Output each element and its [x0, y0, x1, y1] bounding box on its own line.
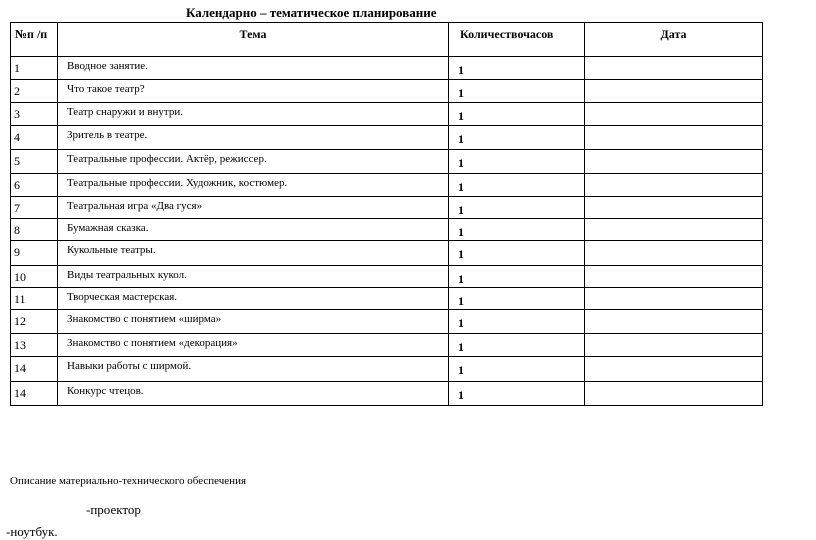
- row-topic: Кукольные театры.: [58, 241, 449, 266]
- row-num: 4: [11, 126, 58, 150]
- table-row: [11, 310, 763, 334]
- row-topic: Навыки работы с ширмой.: [58, 357, 449, 382]
- row-num: 6: [11, 174, 58, 197]
- table-row: [11, 288, 763, 310]
- row-hours: 1: [449, 197, 585, 219]
- row-topic: Виды театральных кукол.: [58, 266, 449, 288]
- table-row: [11, 103, 763, 126]
- row-num: 9: [11, 241, 58, 266]
- table-row: [11, 266, 763, 288]
- row-date: [585, 357, 763, 382]
- row-num: 1: [11, 57, 58, 80]
- row-topic: Театральная игра «Два гуся»: [58, 197, 449, 219]
- row-hours: 1: [449, 219, 585, 241]
- table-row: [11, 57, 763, 80]
- table-row: [11, 382, 763, 406]
- row-date: [585, 288, 763, 310]
- row-topic: Конкурс чтецов.: [58, 382, 449, 406]
- row-date: [585, 266, 763, 288]
- row-hours: 1: [449, 57, 585, 80]
- row-hours: 1: [449, 288, 585, 310]
- row-date: [585, 126, 763, 150]
- row-topic: Бумажная сказка.: [58, 219, 449, 241]
- row-topic: Театр снаружи и внутри.: [58, 103, 449, 126]
- table-row: [11, 150, 763, 174]
- row-hours: 1: [449, 266, 585, 288]
- row-num: 8: [11, 219, 58, 241]
- row-topic: Вводное занятие.: [58, 57, 449, 80]
- row-date: [585, 310, 763, 334]
- table-row: [11, 126, 763, 150]
- table-row: [11, 80, 763, 103]
- table-row: [11, 334, 763, 357]
- row-topic: Что такое театр?: [58, 80, 449, 103]
- row-hours: 1: [449, 241, 585, 266]
- header-hours: Количествочасов: [449, 23, 585, 57]
- row-hours: 1: [449, 382, 585, 406]
- row-num: 14: [11, 382, 58, 406]
- table-row: [11, 197, 763, 219]
- row-date: [585, 150, 763, 174]
- header-num: №п /п: [11, 23, 58, 57]
- table-header-row: [11, 23, 763, 57]
- row-date: [585, 382, 763, 406]
- row-topic: Театральные профессии. Художник, костюмер.: [58, 174, 449, 197]
- row-hours: 1: [449, 126, 585, 150]
- row-topic: Знакомство с понятием «декорация»: [58, 334, 449, 357]
- header-topic: Тема: [58, 23, 449, 57]
- notes-title: Описание материально-технического обеспечения: [10, 475, 247, 487]
- page-title: Календарно – тематическое планирование: [186, 5, 437, 20]
- row-num: 13: [11, 334, 58, 357]
- row-num: 7: [11, 197, 58, 219]
- row-date: [585, 80, 763, 103]
- planning-table: [10, 22, 763, 406]
- table-row: [11, 241, 763, 266]
- note-item: -ноутбук.: [6, 524, 58, 539]
- row-num: 14: [11, 357, 58, 382]
- row-hours: 1: [449, 310, 585, 334]
- row-date: [585, 219, 763, 241]
- row-num: 3: [11, 103, 58, 126]
- table-body: [11, 57, 763, 406]
- row-topic: Творческая мастерская.: [58, 288, 449, 310]
- row-num: 10: [11, 266, 58, 288]
- row-topic: Театральные профессии. Актёр, режиссер.: [58, 150, 449, 174]
- header-date: Дата: [585, 23, 763, 57]
- row-topic: Зритель в театре.: [58, 126, 449, 150]
- row-hours: 1: [449, 103, 585, 126]
- row-date: [585, 334, 763, 357]
- row-date: [585, 241, 763, 266]
- row-hours: 1: [449, 174, 585, 197]
- table-row: [11, 357, 763, 382]
- row-topic: Знакомство с понятием «ширма»: [58, 310, 449, 334]
- row-hours: 1: [449, 334, 585, 357]
- row-hours: 1: [449, 80, 585, 103]
- row-date: [585, 174, 763, 197]
- row-hours: 1: [449, 357, 585, 382]
- row-num: 12: [11, 310, 58, 334]
- row-date: [585, 197, 763, 219]
- row-num: 2: [11, 80, 58, 103]
- table-row: [11, 219, 763, 241]
- row-hours: 1: [449, 150, 585, 174]
- row-num: 11: [11, 288, 58, 310]
- note-item: -проектор: [86, 502, 141, 517]
- row-date: [585, 57, 763, 80]
- row-date: [585, 103, 763, 126]
- row-num: 5: [11, 150, 58, 174]
- table-row: [11, 174, 763, 197]
